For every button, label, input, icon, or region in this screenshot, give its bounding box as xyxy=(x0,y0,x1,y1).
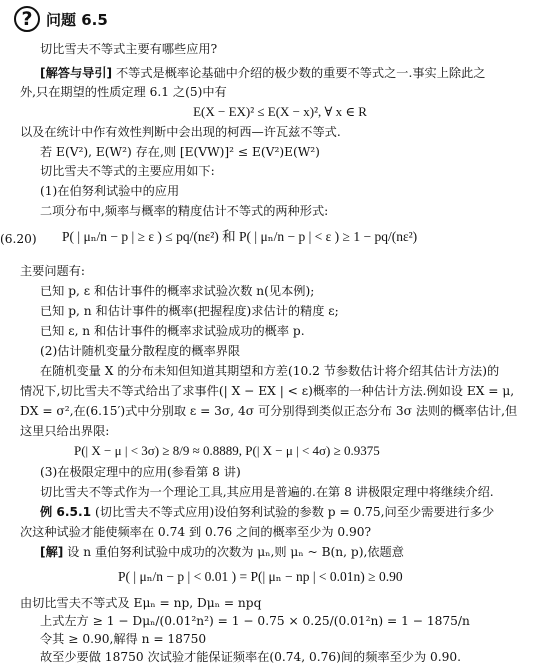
solution-line-4: 令其 ≥ 0.90,解得 n = 18750 xyxy=(40,632,207,646)
example-text: (切比雪夫不等式应用)设伯努利试验的参数 p = 0.75,问至少需要进行多少 xyxy=(95,505,495,519)
dispersion-text-4: 这里只给出界限: xyxy=(20,424,110,438)
limit-theorem-text: 切比雪夫不等式作为一个理论工具,其应用是普遍的.在第 8 讲极限定理中将继续介绍. xyxy=(40,485,494,499)
problem-type-3: 已知 ε, n 和估计事件的概率求试验成功的概率 p. xyxy=(40,324,305,338)
solution-conclusion: 故至少要做 18750 次试验才能保证频率在(0.74, 0.76)间的频率至少为 0.90. xyxy=(40,650,462,664)
example-label: 例 6.5.1 xyxy=(40,505,92,519)
equation-solution: P( | μₙ/n − p | < 0.01 ) = P(| μₙ − np | < 0.01n) ≥ 0.90 xyxy=(118,569,403,584)
dispersion-text-3: DX = σ²,在(6.15′)式中分别取 ε = 3σ, 4σ 可分别得到类似正态分布 3σ 法则的概率估计,但 xyxy=(20,404,518,418)
answer-label: [解答与导引] xyxy=(40,66,113,80)
equation-number-6-20: (6.20) xyxy=(0,232,37,246)
main-problems-heading: 主要问题有: xyxy=(20,264,86,278)
cauchy-schwarz-intro: 以及在统计中作有效性判断中会出现的柯西—许瓦兹不等式. xyxy=(20,125,341,139)
problem-header xyxy=(14,6,108,32)
equation-sigma-bounds: P(| X − μ | < 3σ) ≥ 8/9 ≈ 0.8889, P(| X − μ | < 4σ) ≥ 0.9375 xyxy=(74,443,380,458)
question-circle-icon: ? xyxy=(14,6,40,32)
solution-line-2: 由切比雪夫不等式及 Eμₙ = np, Dμₙ = npq xyxy=(20,596,262,610)
section-bernoulli: (1)在伯努利试验中的应用 xyxy=(40,184,180,198)
example-line-2: 次这种试验才能使频率在 0.74 到 0.76 之间的概率至少为 0.90? xyxy=(20,525,372,539)
section-limit-theorem: (3)在极限定理中的应用(参看第 8 讲) xyxy=(40,465,241,479)
cauchy-schwarz-inequality: 若 E(V²), E(W²) 存在,则 [E(VW)]² ≤ E(V²)E(W²) xyxy=(40,145,320,159)
equation-6-20: P( | μₙ/n − p | ≥ ε ) ≤ pq/(nε²) 和 P( | μₙ/n − p | < ε ) ≥ 1 − pq/(nε²) xyxy=(62,229,418,244)
dispersion-text-1: 在随机变量 X 的分布未知但知道其期望和方差(10.2 节参数估计将介绍其估计方法)的 xyxy=(40,364,500,378)
main-applications-intro: 切比雪夫不等式的主要应用如下: xyxy=(40,164,215,178)
equation-expectation: E(X − EX)² ≤ E(X − x)², ∀ x ∈ R xyxy=(193,104,367,119)
dispersion-text-2: 情况下,切比雪夫不等式给出了求事件(| X − EX | < ε)概率的一种估计方法.例如设 EX = μ, xyxy=(20,384,515,398)
problem-title: 问题 6.5 xyxy=(46,10,108,29)
problem-type-1: 已知 p, ε 和估计事件的概率求试验次数 n(见本例); xyxy=(40,284,315,298)
problem-type-2: 已知 p, n 和估计事件的概率(把握程度)求估计的精度 ε; xyxy=(40,304,339,318)
binomial-intro: 二项分布中,频率与概率的精度估计不等式的两种形式: xyxy=(40,204,329,218)
answer-intro-line-2: 外,只在期望的性质定理 6.1 之(5)中有 xyxy=(20,85,227,99)
example-line-1 xyxy=(40,503,494,521)
solution-line-1 xyxy=(40,543,404,561)
question-text: 切比雪夫不等式主要有哪些应用? xyxy=(40,42,218,56)
answer-intro-line-1 xyxy=(40,64,485,82)
solution-line-3: 上式左方 ≥ 1 − Dμₙ/(0.01²n²) = 1 − 0.75 × 0.25/(0.01²n) = 1 − 1875/n xyxy=(40,614,470,628)
solution-label: [解] xyxy=(40,545,64,559)
solution-text: 设 n 重伯努利试验中成功的次数为 μₙ,则 μₙ ~ B(n, p),依题意 xyxy=(67,545,404,559)
section-dispersion: (2)估计随机变量分散程度的概率界限 xyxy=(40,344,241,358)
answer-intro-text: 不等式是概率论基础中介绍的极少数的重要不等式之一.事实上除此之 xyxy=(115,66,486,80)
